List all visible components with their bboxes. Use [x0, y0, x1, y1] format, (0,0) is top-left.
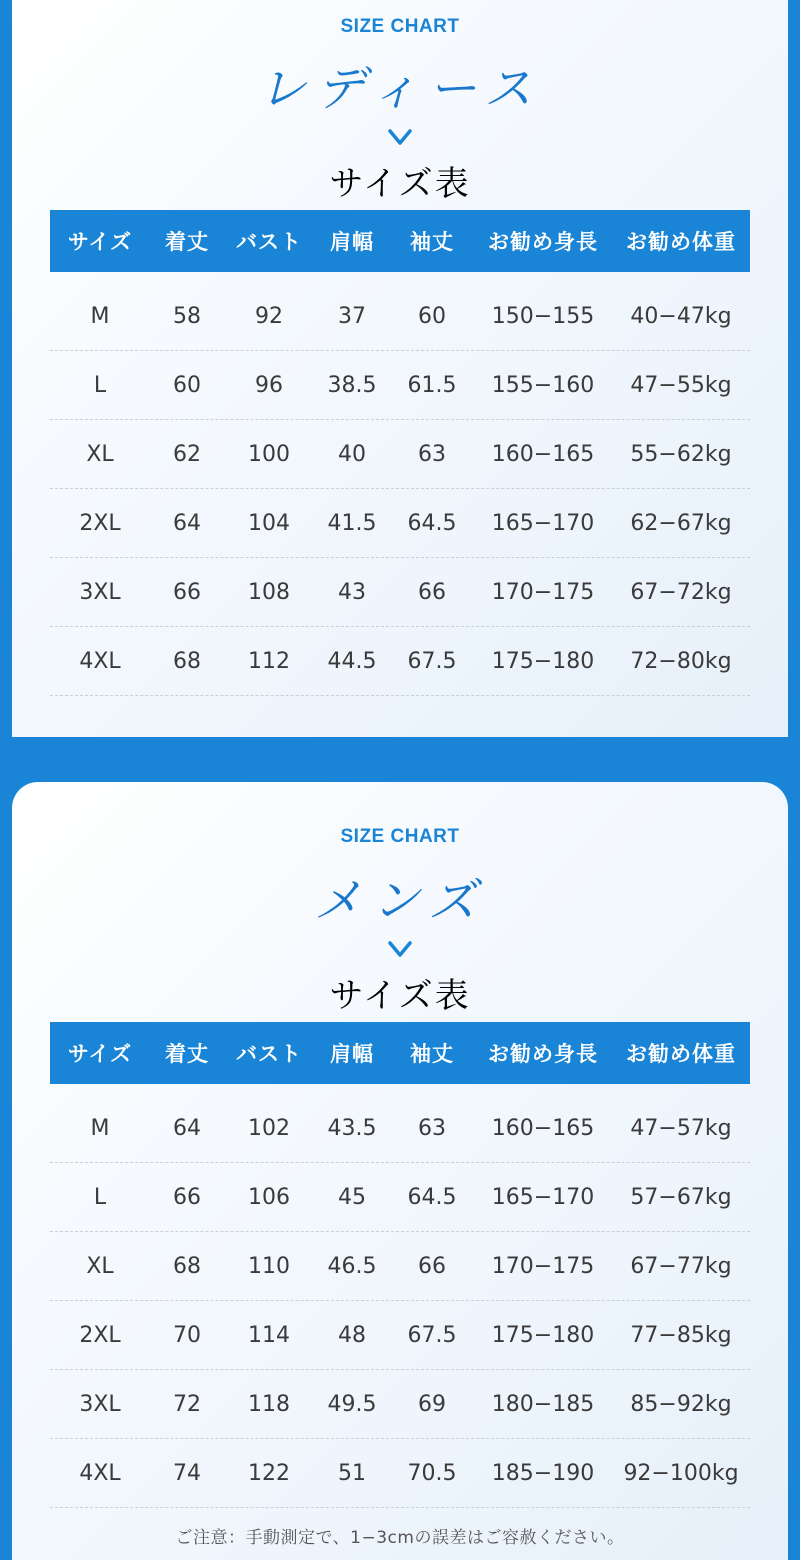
- cell-length: 68: [173, 1253, 201, 1279]
- cell-sleeve: 60: [418, 303, 446, 329]
- cell-weight: 55−62kg: [630, 441, 732, 467]
- chevron-down-icon: [387, 936, 413, 962]
- cell-bust: 100: [248, 441, 290, 467]
- header-shoulder: 肩幅: [330, 230, 374, 254]
- mens-size-panel: [12, 782, 788, 1560]
- table-row: [50, 489, 750, 558]
- cell-weight: 85−92kg: [630, 1391, 732, 1417]
- cell-sleeve: 63: [418, 441, 446, 467]
- header-sleeve: 袖丈: [410, 1042, 454, 1066]
- cell-length: 68: [173, 648, 201, 674]
- header-length: 着丈: [165, 230, 209, 254]
- cell-length: 66: [173, 1184, 201, 1210]
- ladies-subtitle: サイズ表: [329, 164, 471, 204]
- cell-bust: 102: [248, 1115, 290, 1141]
- measurement-note: ご注意：手動測定で、1−3cmの誤差はご容赦ください。: [175, 1528, 625, 1548]
- header-bust: バスト: [236, 230, 302, 254]
- cell-weight: 62−67kg: [630, 510, 732, 536]
- cell-height: 185−190: [491, 1460, 595, 1486]
- table-row: [50, 1232, 750, 1301]
- cell-length: 64: [173, 1115, 201, 1141]
- cell-length: 64: [173, 510, 201, 536]
- table-row: [50, 1439, 750, 1508]
- cell-shoulder: 49.5: [327, 1391, 377, 1417]
- cell-shoulder: 44.5: [327, 648, 377, 674]
- cell-length: 74: [173, 1460, 201, 1486]
- table-row: [50, 558, 750, 627]
- cell-bust: 112: [248, 648, 290, 674]
- cell-size: 3XL: [79, 579, 121, 605]
- table-header: [50, 1022, 750, 1084]
- cell-shoulder: 40: [338, 441, 366, 467]
- cell-weight: 92−100kg: [623, 1460, 739, 1486]
- cell-height: 180−185: [491, 1391, 595, 1417]
- cell-shoulder: 46.5: [327, 1253, 377, 1279]
- cell-bust: 96: [255, 372, 283, 398]
- cell-weight: 47−57kg: [630, 1115, 732, 1141]
- mens-size-table: [50, 1022, 750, 1508]
- cell-height: 165−170: [491, 1184, 595, 1210]
- cell-bust: 114: [248, 1322, 290, 1348]
- cell-size: 2XL: [79, 1322, 121, 1348]
- cell-sleeve: 61.5: [407, 372, 457, 398]
- cell-sleeve: 67.5: [407, 648, 457, 674]
- cell-weight: 77−85kg: [630, 1322, 732, 1348]
- cell-size: L: [93, 372, 107, 398]
- cell-bust: 106: [248, 1184, 290, 1210]
- cell-weight: 72−80kg: [630, 648, 732, 674]
- cell-weight: 67−77kg: [630, 1253, 732, 1279]
- cell-size: 4XL: [79, 1460, 121, 1486]
- header-sleeve: 袖丈: [410, 230, 454, 254]
- cell-bust: 92: [255, 303, 283, 329]
- cell-weight: 57−67kg: [630, 1184, 732, 1210]
- cell-shoulder: 38.5: [327, 372, 377, 398]
- cell-sleeve: 63: [418, 1115, 446, 1141]
- cell-shoulder: 48: [338, 1322, 366, 1348]
- cell-sleeve: 70.5: [407, 1460, 457, 1486]
- cell-shoulder: 41.5: [327, 510, 377, 536]
- size-chart-label: SIZE CHART: [340, 16, 460, 37]
- table-row: [50, 1370, 750, 1439]
- header-weight: お勧め体重: [626, 230, 736, 254]
- cell-size: M: [90, 303, 110, 329]
- cell-sleeve: 66: [418, 579, 446, 605]
- cell-shoulder: 45: [338, 1184, 366, 1210]
- cell-size: 2XL: [79, 510, 121, 536]
- cell-length: 62: [173, 441, 201, 467]
- header-height: お勧め身長: [488, 1042, 598, 1066]
- table-row: [50, 1094, 750, 1163]
- table-header: [50, 210, 750, 272]
- cell-shoulder: 51: [338, 1460, 366, 1486]
- size-chart-label: SIZE CHART: [340, 826, 460, 847]
- table-row: [50, 420, 750, 489]
- cell-height: 165−170: [491, 510, 595, 536]
- cell-length: 60: [173, 372, 201, 398]
- header-weight: お勧め体重: [626, 1042, 736, 1066]
- cell-size: XL: [86, 441, 114, 467]
- cell-sleeve: 66: [418, 1253, 446, 1279]
- cell-bust: 104: [248, 510, 290, 536]
- cell-sleeve: 67.5: [407, 1322, 457, 1348]
- cell-size: L: [93, 1184, 107, 1210]
- cell-height: 150−155: [491, 303, 595, 329]
- table-row: [50, 627, 750, 696]
- table-row: [50, 282, 750, 351]
- ladies-size-panel: [12, 0, 788, 737]
- header-length: 着丈: [165, 1042, 209, 1066]
- header-shoulder: 肩幅: [330, 1042, 374, 1066]
- cell-height: 175−180: [491, 648, 595, 674]
- cell-height: 170−175: [491, 579, 595, 605]
- cell-size: 3XL: [79, 1391, 121, 1417]
- cell-height: 155−160: [491, 372, 595, 398]
- cell-bust: 118: [248, 1391, 290, 1417]
- cell-bust: 108: [248, 579, 290, 605]
- cell-height: 160−165: [491, 1115, 595, 1141]
- cell-height: 175−180: [491, 1322, 595, 1348]
- table-body: [50, 282, 750, 696]
- ladies-size-table: [50, 210, 750, 696]
- table-row: [50, 351, 750, 420]
- cell-shoulder: 43.5: [327, 1115, 377, 1141]
- header-bust: バスト: [236, 1042, 302, 1066]
- cell-length: 70: [173, 1322, 201, 1348]
- table-row: [50, 1163, 750, 1232]
- cell-length: 58: [173, 303, 201, 329]
- cell-size: M: [90, 1115, 110, 1141]
- cell-sleeve: 64.5: [407, 510, 457, 536]
- table-body: [50, 1094, 750, 1508]
- mens-title: メンズ: [313, 873, 487, 929]
- cell-size: 4XL: [79, 648, 121, 674]
- cell-length: 72: [173, 1391, 201, 1417]
- cell-sleeve: 64.5: [407, 1184, 457, 1210]
- cell-height: 160−165: [491, 441, 595, 467]
- cell-bust: 110: [248, 1253, 290, 1279]
- cell-length: 66: [173, 579, 201, 605]
- header-size: サイズ: [67, 230, 133, 254]
- cell-shoulder: 43: [338, 579, 366, 605]
- cell-weight: 47−55kg: [630, 372, 732, 398]
- cell-shoulder: 37: [338, 303, 366, 329]
- cell-bust: 122: [248, 1460, 290, 1486]
- mens-subtitle: サイズ表: [329, 976, 471, 1016]
- cell-weight: 40−47kg: [630, 303, 732, 329]
- table-row: [50, 1301, 750, 1370]
- header-height: お勧め身長: [488, 230, 598, 254]
- chevron-down-icon: [387, 124, 413, 150]
- cell-height: 170−175: [491, 1253, 595, 1279]
- ladies-title: レディース: [258, 61, 542, 117]
- cell-sleeve: 69: [418, 1391, 446, 1417]
- cell-size: XL: [86, 1253, 114, 1279]
- cell-weight: 67−72kg: [630, 579, 732, 605]
- header-size: サイズ: [67, 1042, 133, 1066]
